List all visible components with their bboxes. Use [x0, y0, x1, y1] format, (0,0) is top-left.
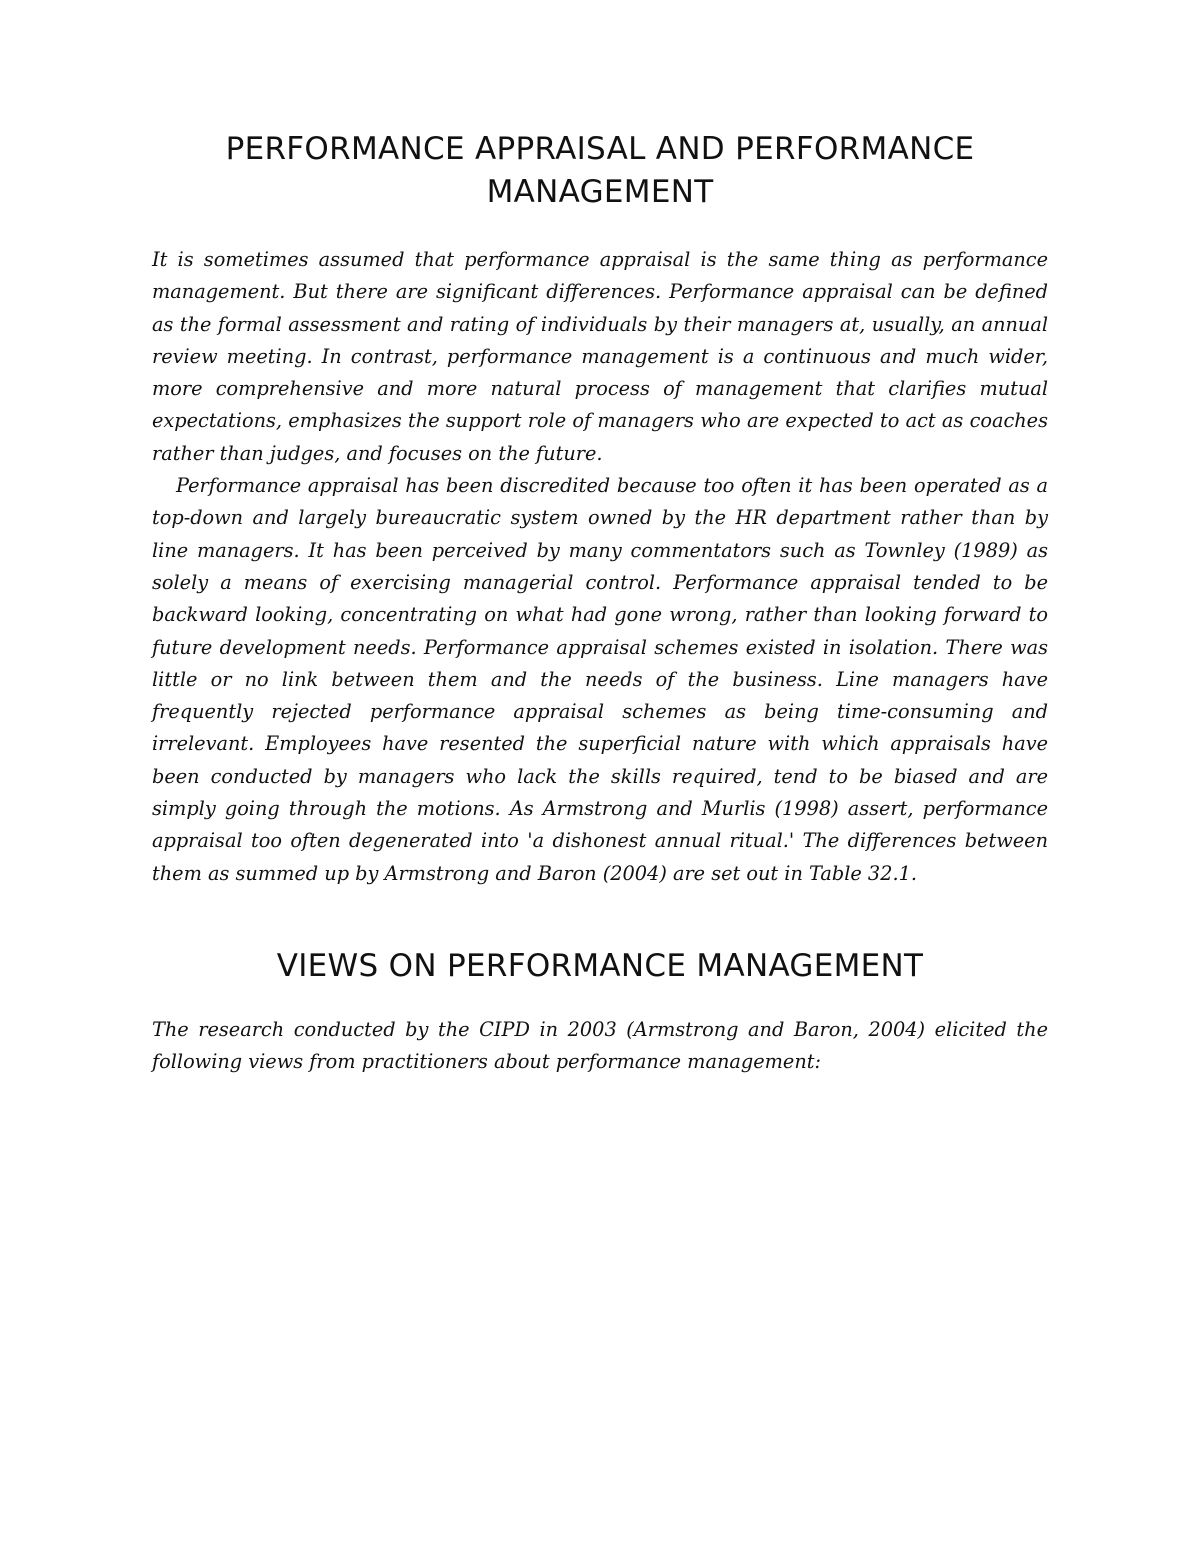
section-title-performance-appraisal: PERFORMANCE APPRAISAL AND PERFORMANCE MANAGEMENT [225, 131, 975, 210]
paragraph-cipd-research: The research conducted by the CIPD in 2003 (Armstrong and Baron, 2004) elicited the following views from practitioners about performance management: [152, 1017, 1048, 1074]
paragraph-appraisal-vs-management: It is sometimes assumed that performance appraisal is the same thing as performance management. But there are significant differences. Performance appraisal can be defined as the formal assessment and rating of individuals by their managers at, usually, an annual review meeting. In contrast, performance management is a continuous and much wider, more comprehensive and more natural process of management that clarifies mutual expectations, emphasizes the support role of managers who are expected to act as coaches rather than judges, and focuses on the future. [152, 248, 1048, 465]
document-page [152, 128, 1048, 1079]
section-title-views: VIEWS ON PERFORMANCE MANAGEMENT [276, 947, 924, 984]
paragraph-appraisal-discredited: Performance appraisal has been discredited because too often it has been operated as a top-down and largely bureaucratic system owned by the HR department rather than by line managers. It has been perceived by many commentators such as Townley (1989) as solely a means of exercising managerial control. Performance appraisal tended to be backward looking, concentrating on what had gone wrong, rather than looking forward to future development needs. Performance appraisal schemes existed in isolation. There was little or no link between them and the needs of the business. Line managers have frequently rejected performance appraisal schemes as being time-consuming and irrelevant. Employees have resented the superficial nature with which appraisals have been conducted by managers who lack the skills required, tend to be biased and are simply going through the motions. As Armstrong and Murlis (1998) assert, performance appraisal too often degenerated into 'a dishonest annual ritual.' The differences between them as summed up by Armstrong and Baron (2004) are set out in Table 32.1. [152, 474, 1048, 885]
